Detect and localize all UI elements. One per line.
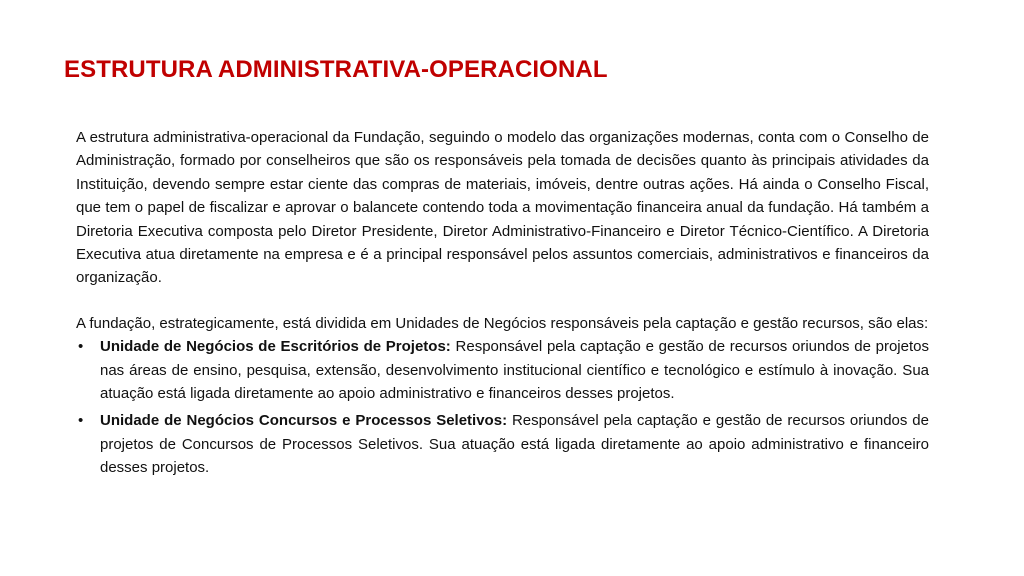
unit-description: Responsável pela captação e gestão de recursos oriundos de projetos nas áreas de ensino, pesquisa, extensão, desenvolvimento institucional científico e tecnológico e estímulo à inovação. Sua atuação está ligada diretamente ao apoio administrativo e financeiros desses projetos. xyxy=(100,338,929,403)
bullet-icon: • xyxy=(78,338,84,356)
units-intro-paragraph: A fundação, estrategicamente, está dividida em Unidades de Negócios responsáveis pela captação e gestão recursos, são elas: xyxy=(76,314,929,332)
bullet-icon: • xyxy=(78,412,84,430)
unit-heading: Unidade de Negócios de Escritórios de Projetos: xyxy=(100,338,451,356)
unit-heading: Unidade de Negócios Concursos e Processos Seletivos: xyxy=(100,412,508,430)
slide-title: ESTRUTURA ADMINISTRATIVA-OPERACIONAL xyxy=(64,56,608,83)
intro-paragraph: A estrutura administrativa-operacional da Fundação, seguindo o modelo das organizações modernas, conta com o Conselho de Administração, formado por conselheiros que são os responsáveis pela tomada de decisões quanto às principais atividades da Instituição, devendo sempre estar ciente das compras de materiais, imóveis, dentre outras ações. Há ainda o Conselho Fiscal, que tem o papel de fiscalizar e aprovar o balancete contendo toda a movimentação financeira anual da fundação. Há também a Diretoria Executiva composta pelo Diretor Presidente, Diretor Administrativo-Financeiro e Diretor Técnico-Científico. A Diretoria Executiva atua diretamente na empresa e é a principal responsável pelos assuntos comerciais, administrativos e financeiros da organização. xyxy=(76,129,929,287)
unit-description: Responsável pela captação e gestão de recursos oriundos de projetos de Concursos de Processos Seletivos. Sua atuação está ligada diretamente ao apoio administrativo e financeiro desses projetos. xyxy=(100,412,929,477)
list-item xyxy=(76,335,929,405)
business-units-list xyxy=(76,335,929,479)
slide-body xyxy=(76,126,929,480)
list-item xyxy=(76,409,929,479)
